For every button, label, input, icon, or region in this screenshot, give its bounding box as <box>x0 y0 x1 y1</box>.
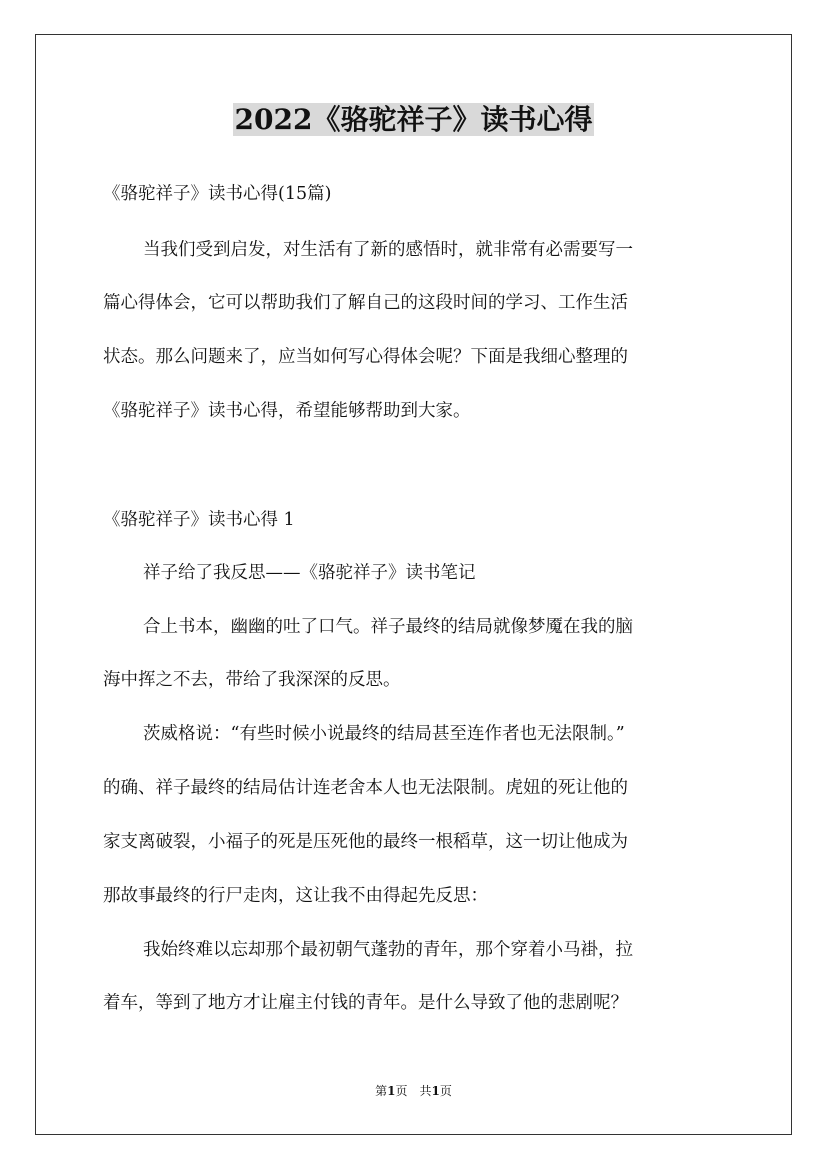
paragraph-line: 家支离破裂，小福子的死是压死他的最终一根稻草，这一切让他成为 <box>103 832 628 852</box>
document-subtitle: 《骆驼祥子》读书心得(15篇) <box>103 184 332 204</box>
document-title: 2022《骆驼祥子》读书心得 <box>234 103 593 136</box>
intro-line: 状态。那么问题来了，应当如何写心得体会呢？下面是我细心整理的 <box>103 347 628 367</box>
paragraph-line: 我始终难以忘却那个最初朝气蓬勃的青年，那个穿着小马褂，拉 <box>143 940 633 960</box>
paragraph-line: 着车，等到了地方才让雇主付钱的青年。是什么导致了他的悲剧呢？ <box>103 993 628 1013</box>
page-label-mid: 页 共 <box>395 1084 432 1098</box>
page-label-prefix: 第 <box>375 1084 388 1098</box>
page-label-suffix: 页 <box>439 1084 452 1098</box>
paragraph-line: 那故事最终的行尸走肉，这让我不由得起先反思： <box>103 886 488 906</box>
intro-line: 篇心得体会，它可以帮助我们了解自己的这段时间的学习、工作生活 <box>103 293 628 313</box>
paragraph-line: 合上书本，幽幽的吐了口气。祥子最终的结局就像梦魇在我的脑 <box>143 617 633 637</box>
paragraph-line: 的确、祥子最终的结局估计连老舍本人也无法限制。虎妞的死让他的 <box>103 778 628 798</box>
page-footer <box>0 1082 827 1099</box>
paragraph-line: 茨威格说：“有些时候小说最终的结局甚至连作者也无法限制。” <box>143 724 625 744</box>
total-pages: 1 <box>431 1084 440 1098</box>
section-heading: 《骆驼祥子》读书心得 1 <box>103 510 295 530</box>
paragraph-line: 海中挥之不去，带给了我深深的反思。 <box>103 670 401 690</box>
page-number: 1 <box>387 1084 396 1098</box>
intro-line: 《骆驼祥子》读书心得，希望能够帮助到大家。 <box>103 401 471 421</box>
section-subheading: 祥子给了我反思——《骆驼祥子》读书笔记 <box>143 563 476 583</box>
document-title-container <box>0 98 827 142</box>
intro-line: 当我们受到启发，对生活有了新的感悟时，就非常有必需要写一 <box>143 240 633 260</box>
